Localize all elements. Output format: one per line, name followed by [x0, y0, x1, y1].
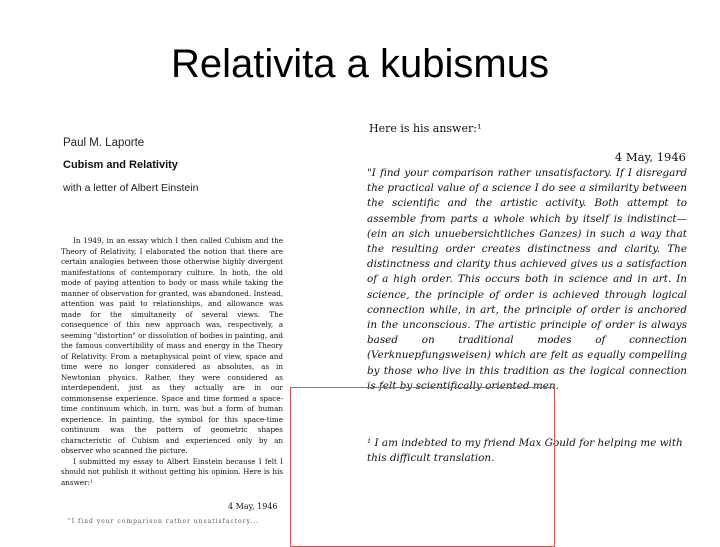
article-subtitle: with a letter of Albert Einstein: [63, 182, 199, 194]
answer-heading: Here is his answer:¹: [369, 122, 482, 135]
highlight-box: [290, 387, 555, 547]
slide-title: Relativita a kubismus: [171, 42, 549, 86]
einstein-quote: "I find your comparison rather unsatisfactory. If I disregard the practical value of a science I do see a similarity between the scientific and the artistic activity. Both attempt to assemble from parts a whole which by itself is indistinct—(ein an sich unuebersichtliches Ganzes) in such a way that the resulting order creates distinctness and clarity. The distinctness and clarity thus achieved gives us a satisfaction of a high order. This occurs both in science and in art. In science, the principle of order is achieved through logical connection while, in art, the principle of order is anchored in the unconscious. The artistic principle of order is always based on traditional modes of connection (Verknuepfungsweisen) which are felt as equally compelling by those who live in this tradition as the logical connection is felt by scientifically oriented men.: [367, 167, 687, 392]
article-title: Cubism and Relativity: [63, 159, 178, 171]
left-letter-date: 4 May, 1946: [228, 502, 278, 511]
left-cut-off-line: "I find your comparison rather unsatisfactory...: [68, 518, 259, 525]
letter-date: 4 May, 1946: [614, 150, 686, 164]
translation-footnote: ¹ I am indebted to my friend Max Gould for helping me with this difficult translation.: [367, 437, 683, 465]
left-paragraph: In 1949, in an essay which I then called Cubism and the Theory of Relativity, I elaborated the notion that there are certain analogies between those otherwise highly divergent manifestations of contemporary culture. In both, the old mode of paying attention to body or mass while taking the manner of observation for granted, was abandoned. Instead, attention was paid to relationships, and allowance was made for the simultaneity of several views. The consequence of this new approach was, respectively, a seeming "distortion" or dissolution of bodies in painting, and the famous convertibility of mass and energy in the Theory of Relativity. From a metaphysical point of view, space and time were no longer considered as absolutes, as in Newtonian physics. Rather, they were considered as interdependent, just as they actually are in our commonsense experience. Space and time formed a space-time continuum which, in turn, was but a form of human experience. In painting, the symbol for this space-time continuum was the pattern of geometric shapes characteristic of Cubism and experienced only by an observer who scanned the picture.: [61, 236, 283, 455]
left-page-scan: [58, 132, 283, 532]
left-paragraph: I submitted my essay to Albert Einstein because I felt I should not publish it without getting his opinion. Here is his answer:¹: [61, 456, 283, 487]
author-name: Paul M. Laporte: [63, 137, 145, 149]
left-body-text: [61, 236, 283, 488]
